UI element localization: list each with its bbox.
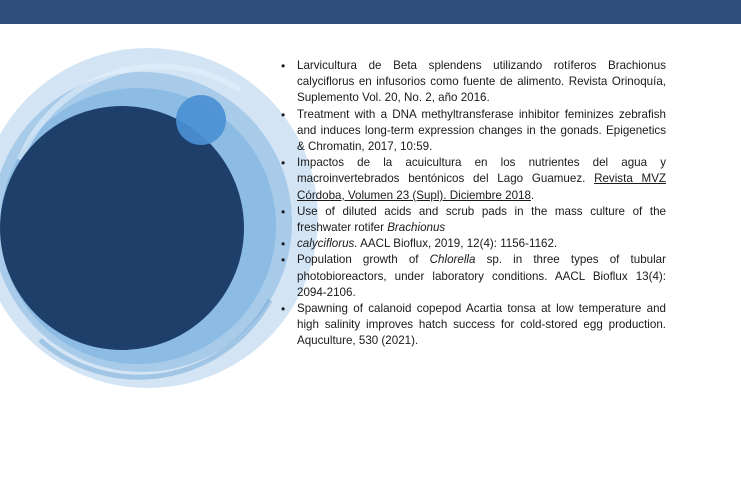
reference-text: Population growth of [297,253,430,267]
reference-text: Impactos de la acuicultura en los nutrientes del agua y macroinvertebrados bentónicos del Lago Guamuez. [297,156,666,186]
species-name: Brachionus [387,221,446,235]
species-name: calyciflorus. [297,237,358,251]
reference-text: Larvicultura de Beta splendens utilizando rotíferos Brachionus calyciflorus en infusorios como fuente de alimento. Revista Orinoquía, Suplemento Vol. 20, No. 2, año 2016. [297,59,666,105]
reference-item [281,204,666,236]
species-name: Chlorella [429,253,476,267]
reference-item [281,107,666,156]
accent-dot [176,95,226,145]
reference-item [281,155,666,204]
reference-text: Use of diluted acids and scrub pads in the mass culture of the freshwater rotifer [297,204,666,235]
reference-list [281,58,666,350]
reference-item [281,236,666,252]
reference-link[interactable]: Revista MVZ Córdoba, Volumen 23 (Supl). Diciembre 2018 [297,172,667,202]
reference-item [281,252,666,301]
reference-text: Spawning of calanoid copepod Acartia tonsa at low temperature and high salinity improves hatch success for cold-stored egg production. Aquculture, 530 (2021). [297,302,666,348]
reference-text: Treatment with a DNA methyltransferase inhibitor feminizes zebrafish and induces long-term expression changes in the gonads. Epigenetics & Chromatin, 2017, 10:59. [297,107,666,154]
reference-item [281,301,666,350]
reference-text-rest: sp. in three types of tubular photobioreactors, under laboratory conditions. AACL Bioflux 13(4): 2094-2106. [297,253,666,299]
circle-graphic [0,48,318,388]
reference-text-end: . [530,188,535,202]
reference-text: AACL Bioflux, 2019, 12(4): 1156-1162. [357,237,558,251]
reference-item [281,58,666,107]
